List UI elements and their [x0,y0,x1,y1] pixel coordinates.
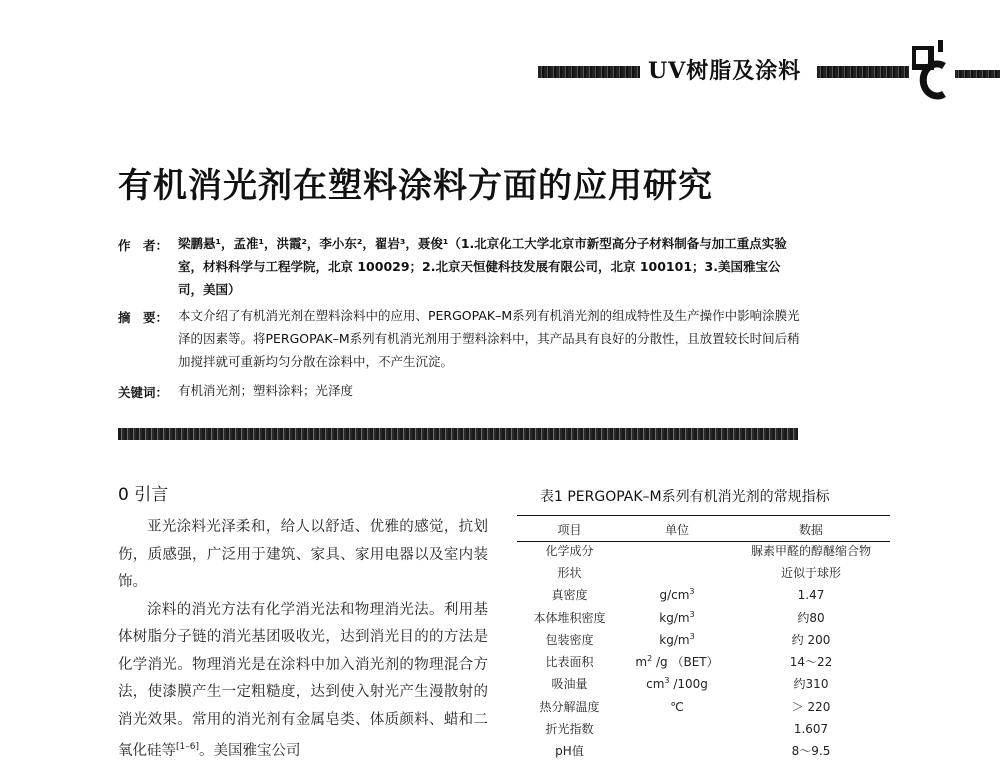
item-text: 形状 [557,565,582,580]
table-cell-item [517,584,622,606]
intro-paragraph-1: 亚光涂料光泽柔和，给人以舒适、优雅的感觉，抗划伤，质感强，广泛用于建筑、家具、家用电器以及室内装饰。 [118,519,488,590]
header-decoration-bar-right [817,66,909,78]
table-cell-item [517,606,622,628]
value-text: 1.607 [793,721,829,736]
item-text: 真密度 [551,588,588,603]
table-header-row [517,519,890,539]
value-text: 14～22 [789,655,833,670]
table-cell-value [732,695,890,717]
section-divider-bar [118,428,798,440]
table-top-rule [517,515,890,516]
table-cell-value [732,606,890,628]
value-text: 1.47 [797,587,825,602]
unit-rest-text: /100g [669,677,708,692]
table-cell-unit [622,650,732,672]
table-cell-value [732,539,890,561]
intro-paragraph-2-tail: 。美国雅宝公司 [198,742,301,759]
unit-superscript: 3 [689,609,695,619]
table-cell-unit [622,695,732,717]
header-decoration-bar-left [538,66,640,78]
table-cell-unit [622,717,732,739]
author-affiliations: 梁鹏悬¹，孟准¹，洪霞²，李小东²，翟岩³，聂俊¹（1.北京化工大学北京市新型高分子材料制备与加工重点实验室，材料科学与工程学院，北京 100029；2.北京天恒健科技发展有限公司，北京 100101；3.美国雅宝公司，美国） [178,236,787,297]
journal-logo-icon [912,40,952,100]
table-row [517,561,890,583]
table-header-cell: 单位 [664,522,689,537]
header-decoration-bar-far [955,70,1000,78]
table-cell-unit [622,584,732,606]
table-row [517,539,890,561]
unit-text: cm [646,677,665,692]
keywords-label: 关键词： [118,385,169,400]
table-cell-unit [622,539,732,561]
unit-text: kg/m [659,610,690,625]
author-label: 作 者： [118,238,169,253]
table-header-cell: 项目 [557,522,582,537]
keywords-text: 有机消光剂；塑料涂料；光泽度 [178,383,354,398]
properties-table [517,519,890,760]
table-cell-unit [622,673,732,695]
table-cell-item [517,717,622,739]
table-cell-item [517,561,622,583]
item-text: 包装密度 [545,632,594,647]
value-text: 近似于球形 [780,565,841,580]
value-text: 8～9.5 [791,744,831,759]
article-title: 有机消光剂在塑料涂料方面的应用研究 [118,166,713,206]
table-cell-value [732,561,890,583]
table-cell-item [517,539,622,561]
table-cell-value [732,584,890,606]
citation-ref: [1–6] [176,742,199,752]
value-text: ＞ 220 [791,699,831,714]
item-text: 化学成分 [545,543,594,558]
table-row [517,717,890,739]
table-cell-unit [622,561,732,583]
table-cell-item [517,650,622,672]
item-text: 热分解温度 [539,699,600,714]
table-cell-item [517,740,622,760]
table-row [517,606,890,628]
table-cell-value [732,628,890,650]
item-text: 吸油量 [551,677,588,692]
section-heading-introduction: 0 引言 [118,485,169,505]
item-text: 本体堆积密度 [533,610,606,625]
unit-text: g/cm [659,588,690,603]
table-row [517,628,890,650]
table-cell-item [517,695,622,717]
table-row [517,673,890,695]
table-cell-unit [622,628,732,650]
unit-superscript: 3 [689,631,695,641]
table-cell-item [517,628,622,650]
item-text: 折光指数 [545,722,594,737]
unit-text: kg/m [659,632,690,647]
value-text: 约 200 [791,632,831,647]
table-cell-value [732,740,890,760]
value-text: 脲素甲醛的醇醚缩合物 [750,543,871,558]
value-text: 约80 [797,610,825,625]
abstract-label: 摘 要： [118,310,169,325]
table-row [517,695,890,717]
unit-superscript: 3 [689,587,695,597]
table-cell-item [517,673,622,695]
unit-text: ℃ [670,699,684,714]
table-cell-value [732,717,890,739]
table-row [517,584,890,606]
table-row [517,740,890,760]
unit-text: m [635,655,648,670]
item-text: pH值 [555,744,584,759]
table-cell-value [732,650,890,672]
introduction-body [118,514,488,760]
intro-paragraph-2 [118,597,488,760]
table-caption: 表1 PERGOPAK–M系列有机消光剂的常规指标 [540,489,830,505]
value-text: 约310 [793,677,829,692]
unit-rest-text: /g （BET） [652,655,719,670]
table-cell-value [732,673,890,695]
table-cell-unit [622,740,732,760]
journal-section-name: UV树脂及涂料 [648,58,802,84]
unit-superscript: 3 [664,676,670,686]
table-row [517,650,890,672]
unit-superscript: 2 [647,654,653,664]
abstract-text: 本文介绍了有机消光剂在塑料涂料中的应用、PERGOPAK–M系列有机消光剂的组成特性及生产操作中影响涂膜光泽的因素等。将PERGOPAK–M系列有机消光剂用于塑料涂料中，其产品具有良好的分散性，且放置较长时间后稍加搅拌就可重新均匀分散在涂料中，不产生沉淀。 [178,308,800,369]
table-cell-unit [622,606,732,628]
item-text: 比表面积 [545,655,594,670]
intro-paragraph-2-text: 涂料的消光方法有化学消光法和物理消光法。利用基体树脂分子链的消光基团吸收光，达到消光目的的方法是化学消光。物理消光是在涂料中加入消光剂的物理混合方法，使漆膜产生一定粗糙度，达到使入射光产生漫散射的消光效果。常用的消光剂有金属皂类、体质颜料、蜡和二氧化硅等 [118,601,488,759]
table-header-cell: 数据 [798,522,823,537]
